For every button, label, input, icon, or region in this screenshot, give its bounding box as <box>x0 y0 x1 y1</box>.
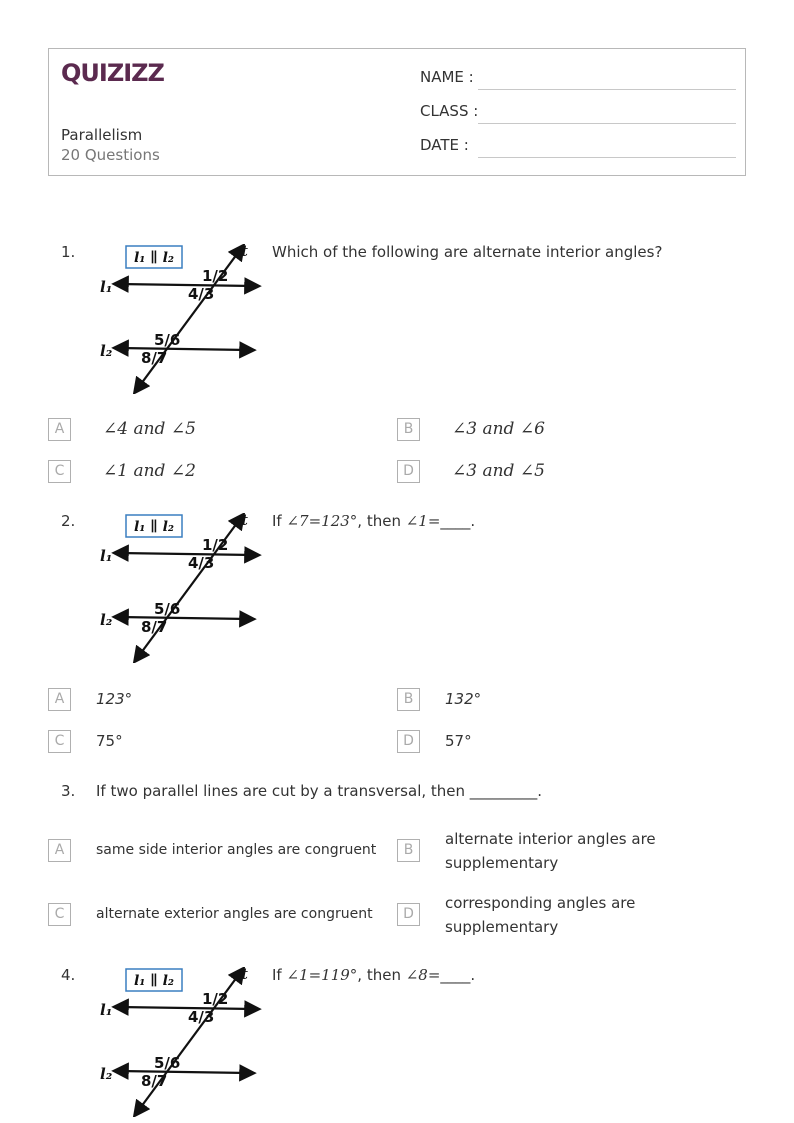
q4-text-math2: ∠8= <box>405 966 441 984</box>
q2-option-a-text: 123° <box>96 690 133 708</box>
q2-text-pre: If <box>272 512 287 530</box>
angles-1-2: 1/2 <box>202 267 229 285</box>
quizizz-logo: QUIZIZZ <box>61 59 164 87</box>
question-3-number: 3. <box>61 782 76 800</box>
question-count: 20 Questions <box>61 146 160 164</box>
q4-text-math1: ∠1=119 <box>286 966 350 984</box>
q3-option-a-letter[interactable]: A <box>48 839 71 862</box>
q3-option-a-text: same side interior angles are congruent <box>96 842 377 858</box>
parallel-lines-diagram <box>98 967 268 1117</box>
q2-option-c-letter[interactable]: C <box>48 730 71 753</box>
line-l2 <box>120 617 248 619</box>
q2-text-math2: ∠1= <box>405 512 441 530</box>
label-t: t <box>241 513 248 529</box>
question-1-diagram <box>98 244 268 394</box>
line-l1 <box>120 1007 253 1009</box>
parallel-lines-diagram <box>98 244 268 394</box>
parallel-badge-text: l₁ ∥ l₂ <box>133 519 175 535</box>
q2-option-d-text: 57° <box>445 732 472 750</box>
parallel-badge-text: l₁ ∥ l₂ <box>133 250 175 266</box>
date-line <box>478 157 736 158</box>
question-4-diagram <box>98 967 268 1117</box>
date-field[interactable] <box>420 136 736 158</box>
q3-option-c-letter[interactable]: C <box>48 903 71 926</box>
angles-8-7: 8/7 <box>141 349 168 367</box>
label-l2: l₂ <box>100 1065 113 1083</box>
label-l1: l₁ <box>100 278 113 296</box>
q2-option-c-text: 75° <box>96 732 123 750</box>
angles-8-7: 8/7 <box>141 618 168 636</box>
q1-option-a-text: ∠4 and ∠5 <box>103 419 196 439</box>
label-t: t <box>241 967 248 983</box>
line-l1 <box>120 284 253 286</box>
angles-1-2: 1/2 <box>202 990 229 1008</box>
name-line <box>478 89 736 90</box>
q3-option-b-text: alternate interior angles are supplementary <box>445 830 656 872</box>
q4-text-mid: °, then <box>349 966 406 984</box>
date-label: DATE : <box>420 136 469 154</box>
angles-8-7: 8/7 <box>141 1072 168 1090</box>
question-2-text <box>272 512 475 530</box>
q1-option-d-letter[interactable]: D <box>397 460 420 483</box>
q4-text-post: ____. <box>440 966 476 984</box>
parallel-lines-diagram <box>98 513 268 663</box>
q3-option-d-letter[interactable]: D <box>397 903 420 926</box>
line-l2 <box>120 348 248 350</box>
q2-option-d-letter[interactable]: D <box>397 730 420 753</box>
label-l2: l₂ <box>100 342 113 360</box>
q2-option-b-letter[interactable]: B <box>397 688 420 711</box>
q2-text-mid: °, then <box>349 512 406 530</box>
question-1-text: Which of the following are alternate interior angles? <box>272 243 663 261</box>
q3-option-b-letter[interactable]: B <box>397 839 420 862</box>
label-l2: l₂ <box>100 611 113 629</box>
name-field[interactable] <box>420 68 736 90</box>
angles-4-3: 4/3 <box>188 285 215 303</box>
class-line <box>478 123 736 124</box>
question-4-text <box>272 966 475 984</box>
angles-5-6: 5/6 <box>154 600 181 618</box>
worksheet-header <box>48 48 746 176</box>
angles-5-6: 5/6 <box>154 331 181 349</box>
class-field[interactable] <box>420 102 736 124</box>
question-1-number: 1. <box>61 243 76 261</box>
q3-option-c-text: alternate exterior angles are congruent <box>96 906 373 922</box>
q2-option-b-text: 132° <box>445 690 482 708</box>
angles-1-2: 1/2 <box>202 536 229 554</box>
angles-4-3: 4/3 <box>188 554 215 572</box>
question-3-text: If two parallel lines are cut by a transversal, then _________. <box>96 782 543 800</box>
question-2-number: 2. <box>61 512 76 530</box>
angles-5-6: 5/6 <box>154 1054 181 1072</box>
q2-option-a-letter[interactable]: A <box>48 688 71 711</box>
q1-option-c-text: ∠1 and ∠2 <box>103 461 196 481</box>
line-l2 <box>120 1071 248 1073</box>
worksheet-title: Parallelism <box>61 126 143 144</box>
q4-text-pre: If <box>272 966 287 984</box>
parallel-badge-text: l₁ ∥ l₂ <box>133 973 175 989</box>
q1-option-b-letter[interactable]: B <box>397 418 420 441</box>
label-t: t <box>241 244 248 260</box>
q1-option-a-letter[interactable]: A <box>48 418 71 441</box>
question-4-number: 4. <box>61 966 76 984</box>
question-2-diagram <box>98 513 268 663</box>
q1-option-c-letter[interactable]: C <box>48 460 71 483</box>
line-l1 <box>120 553 253 555</box>
label-l1: l₁ <box>100 547 113 565</box>
q3-option-d-text: corresponding angles are supplementary <box>445 894 636 936</box>
angles-4-3: 4/3 <box>188 1008 215 1026</box>
q1-option-b-text: ∠3 and ∠6 <box>452 419 545 439</box>
class-label: CLASS : <box>420 102 479 120</box>
name-label: NAME : <box>420 68 474 86</box>
q2-text-post: ____. <box>440 512 476 530</box>
label-l1: l₁ <box>100 1001 113 1019</box>
q1-option-d-text: ∠3 and ∠5 <box>452 461 545 481</box>
q2-text-math1: ∠7=123 <box>286 512 350 530</box>
